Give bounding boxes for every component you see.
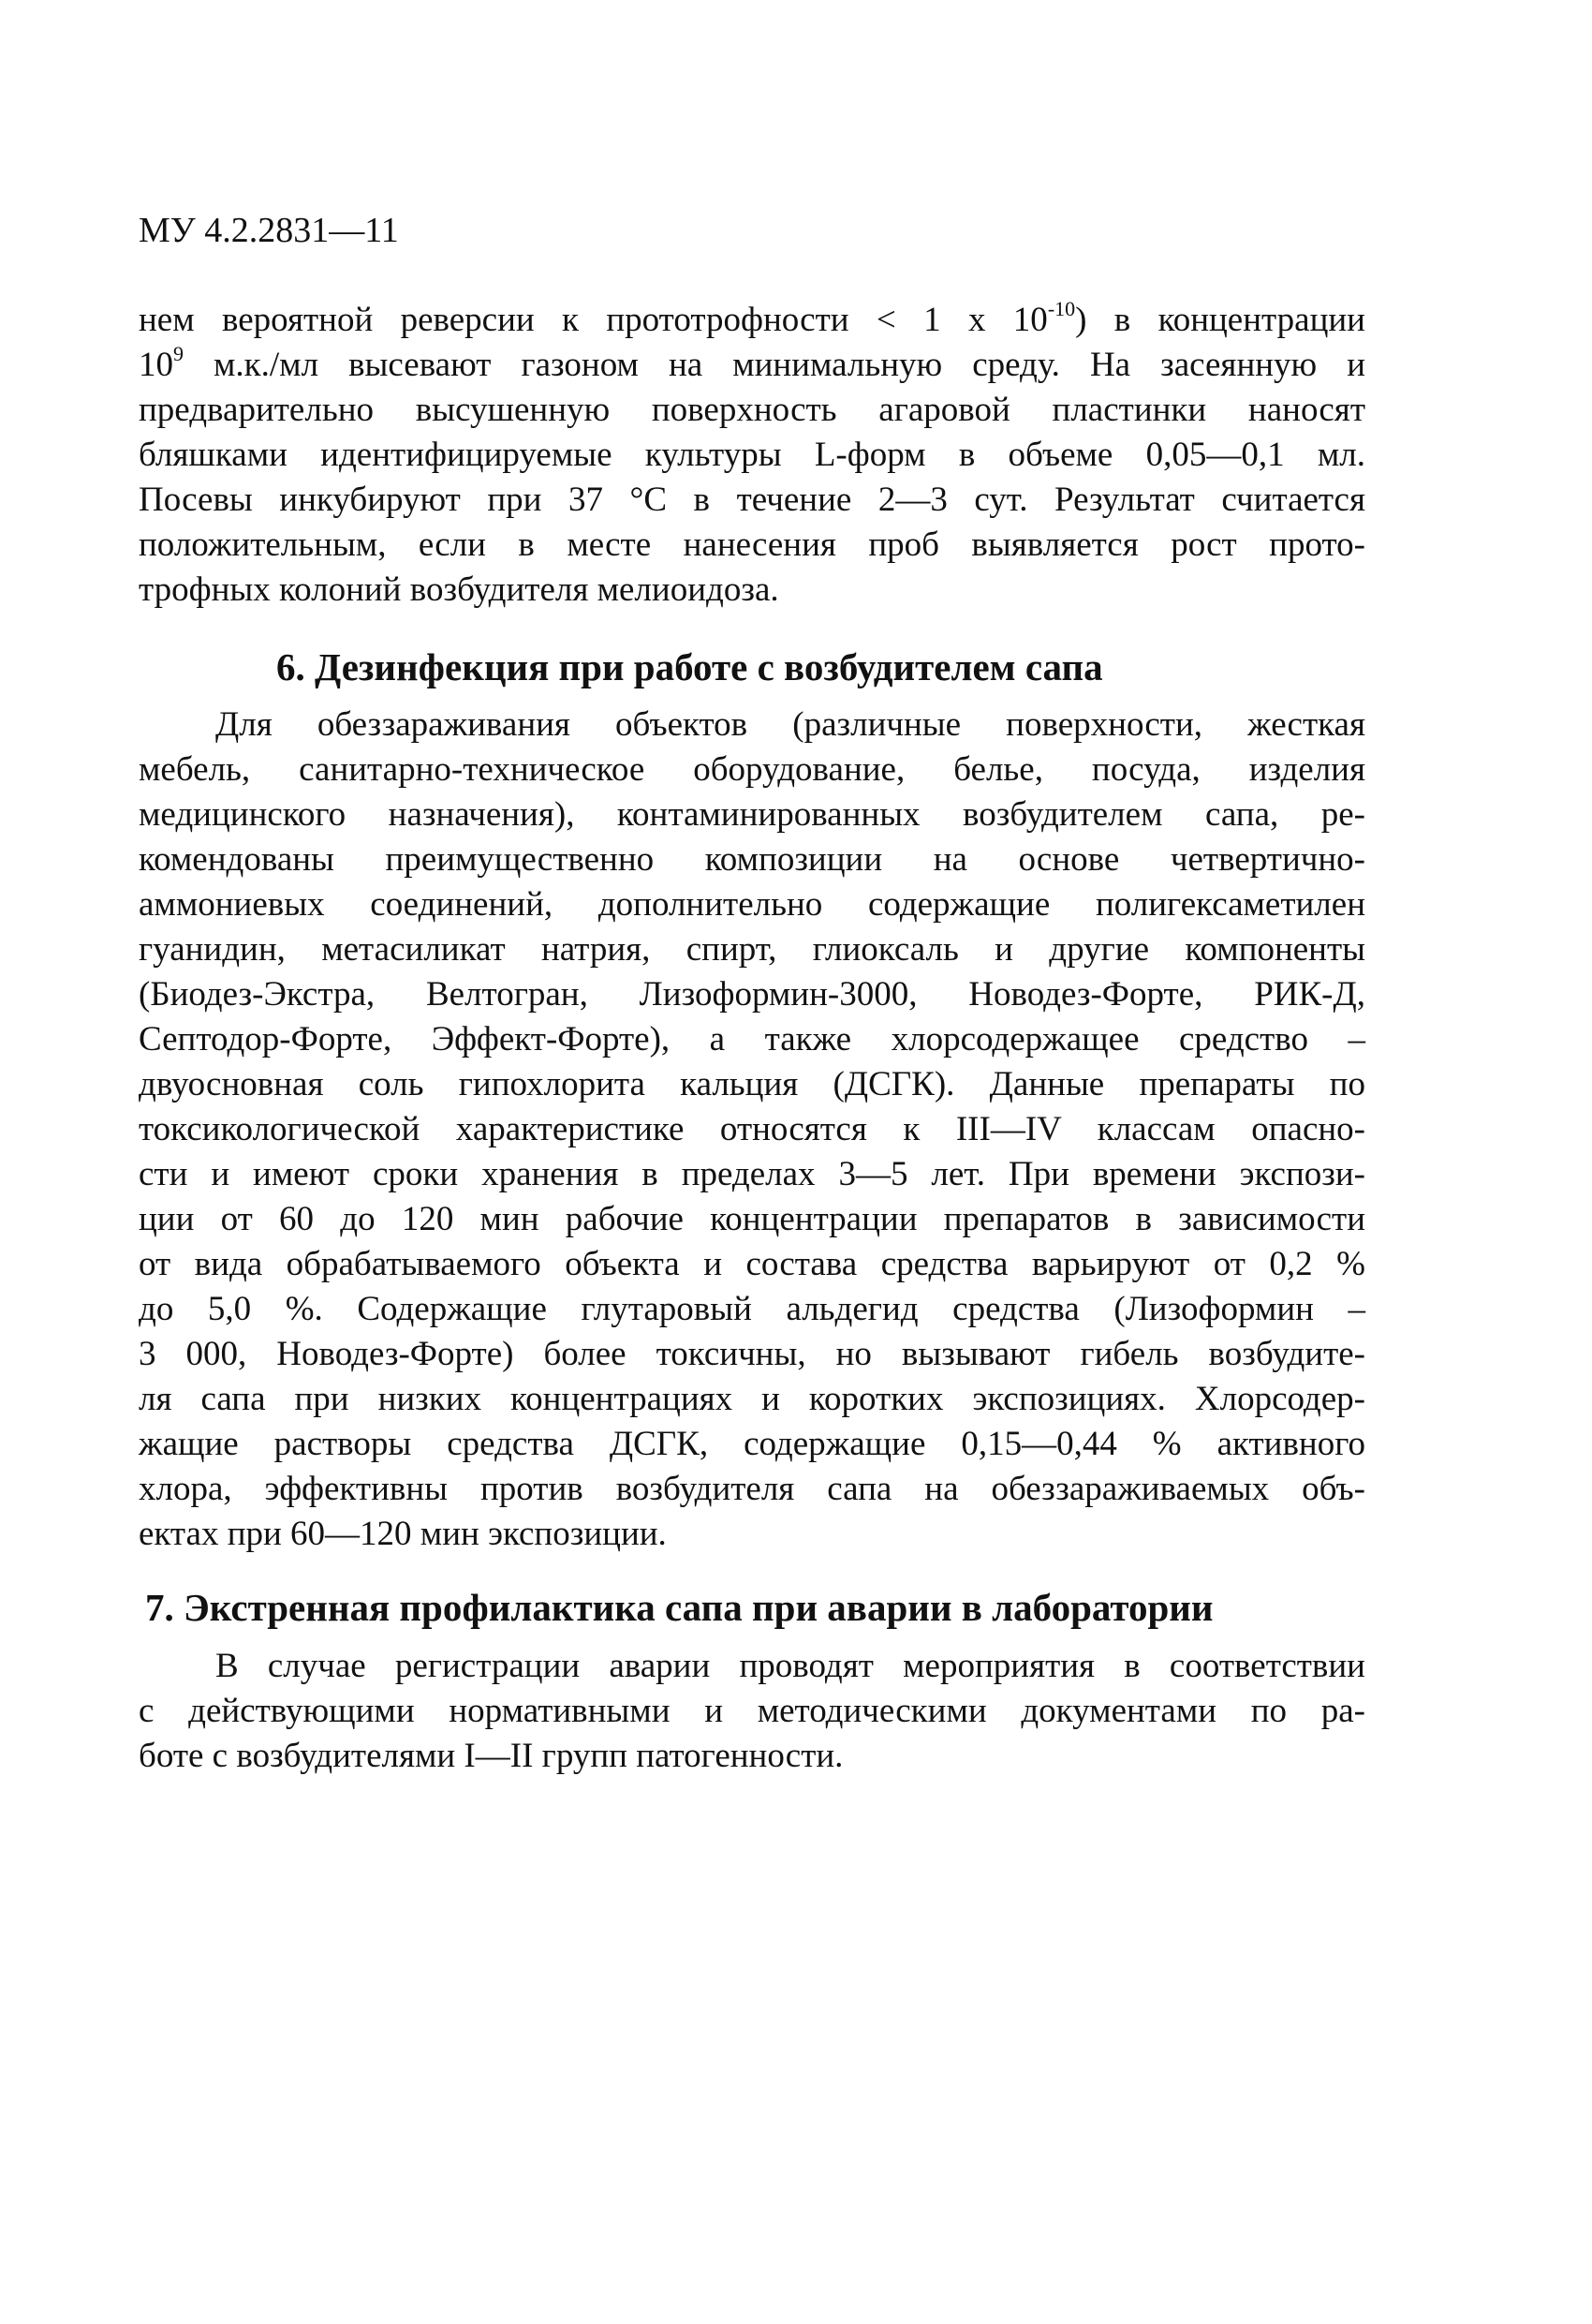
paragraph-line: 3 000, Новодез-Форте) более токсичны, но вызывают гибель возбудите- bbox=[139, 1335, 1365, 1373]
paragraph-line bbox=[139, 343, 1365, 388]
line-text: м.к./мл высевают газоном на минимальную среду. На засеянную и bbox=[214, 346, 1366, 384]
paragraph-line: ектах при 60—120 мин экспозиции. bbox=[139, 1515, 667, 1553]
paragraph-line: до 5,0 %. Содержащие глутаровый альдегид средства (Лизоформин – bbox=[139, 1290, 1365, 1328]
paragraph-line: мебель, санитарно-техническое оборудование, белье, посуда, изделия bbox=[139, 750, 1365, 789]
paragraph-line: токсикологической характеристике относятся к III—IV классам опасно- bbox=[139, 1110, 1365, 1148]
section-7-paragraph bbox=[139, 1644, 1365, 1779]
paragraph-line: сти и имеют сроки хранения в пределах 3—5 лет. При времени экспози- bbox=[139, 1155, 1365, 1193]
paragraph-line: с действующими нормативными и методическими документами по ра- bbox=[139, 1692, 1365, 1730]
paragraph-line: жащие растворы средства ДСГК, содержащие 0,15—0,44 % активного bbox=[139, 1425, 1365, 1463]
line-text: 10 bbox=[139, 346, 173, 384]
paragraph-line: предварительно высушенную поверхность агаровой пластинки наносят bbox=[139, 391, 1365, 429]
paragraph-line: медицинского назначения), контаминированных возбудителем сапа, ре- bbox=[139, 795, 1365, 834]
paragraph-line: Посевы инкубируют при 37 °С в течение 2—3 сут. Результат считается bbox=[139, 481, 1365, 519]
paragraph-line: хлора, эффективны против возбудителя сапа на обеззараживаемых объ- bbox=[139, 1470, 1365, 1508]
superscript: -10 bbox=[1047, 297, 1076, 320]
document-code-header: МУ 4.2.2831—11 bbox=[139, 211, 399, 250]
paragraph-line bbox=[139, 298, 1365, 343]
paragraph-line: двуосновная соль гипохлорита кальция (ДСГК). Данные препараты по bbox=[139, 1065, 1365, 1103]
paragraph-line: бляшками идентифицируемые культуры L-форм в объеме 0,05—0,1 мл. bbox=[139, 436, 1365, 474]
paragraph-line: комендованы преимущественно композиции на основе четвертично- bbox=[139, 840, 1365, 879]
paragraph-line: ции от 60 до 120 мин рабочие концентрации препаратов в зависимости bbox=[139, 1200, 1365, 1238]
paragraph-line: аммониевых соединений, дополнительно содержащие полигексаметилен bbox=[139, 885, 1365, 924]
section-6-paragraph bbox=[139, 703, 1365, 1557]
paragraph-line: трофных колоний возбудителя мелиоидоза. bbox=[139, 570, 779, 609]
intro-paragraph bbox=[139, 298, 1365, 613]
paragraph-line: Септодор-Форте, Эффект-Форте), а также хлорсодержащее средство – bbox=[139, 1020, 1365, 1058]
superscript: 9 bbox=[173, 342, 184, 365]
paragraph-line: (Биодез-Экстра, Велтогран, Лизоформин-3000, Новодез-Форте, РИК-Д, bbox=[139, 975, 1365, 1014]
paragraph-line: ля сапа при низких концентрациях и коротких экспозициях. Хлорсодер- bbox=[139, 1380, 1365, 1418]
section-6-heading: 6. Дезинфекция при работе с возбудителем сапа bbox=[276, 645, 1103, 688]
line-text: ) в концентрации bbox=[1075, 301, 1365, 339]
section-7-heading: 7. Экстренная профилактика сапа при аварии в лаборатории bbox=[145, 1586, 1214, 1629]
paragraph-line: положительным, если в месте нанесения проб выявляется рост прото- bbox=[139, 525, 1365, 564]
paragraph-line: гуанидин, метасиликат натрия, спирт, глиоксаль и другие компоненты bbox=[139, 930, 1365, 969]
paragraph-line: от вида обрабатываемого объекта и состава средства варьируют от 0,2 % bbox=[139, 1245, 1365, 1283]
paragraph-line: В случае регистрации аварии проводят мероприятия в соответствии bbox=[215, 1647, 1365, 1685]
paragraph-line: Для обеззараживания объектов (различные поверхности, жесткая bbox=[215, 705, 1365, 744]
line-text: нем вероятной реверсии к прототрофности < 1 х 10 bbox=[139, 301, 1048, 339]
paragraph-line: боте с возбудителями I—II групп патогенности. bbox=[139, 1737, 844, 1775]
